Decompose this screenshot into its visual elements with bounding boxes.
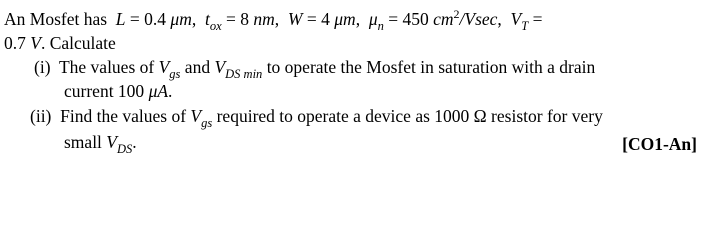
var-vds: V: [106, 132, 117, 152]
var-vgs: V: [190, 106, 202, 126]
item-ii-line-1: (ii) Find the values of $V_{gs}$ required to operate a device as 1000 Ω resistor for very: [30, 106, 603, 130]
item-i-line-1: (i) The values of $V_{gs}$ and $V_{DS min}$ to operate the Mosfet in saturation with a drain: [34, 57, 596, 81]
item-ii-line-2: small $V_{DS}$.: [64, 132, 137, 156]
course-outcome-badge: [CO1-An]: [622, 134, 697, 154]
var-vds-min: V: [214, 57, 226, 77]
var-VT: V: [510, 9, 522, 29]
question-line-2: 0.7 V. Calculate: [4, 33, 116, 53]
intro-prefix: An Mosfet has: [4, 9, 108, 29]
item-marker: (i): [34, 57, 51, 77]
question-line-1: An Mosfet has L = 0.4 μm, $t_{ox} = 8$ nm, W = 4 μm, $\mu_n = 450$ $cm^2$/Vsec, $V_T$ =: [4, 7, 543, 33]
var-mun: μ: [368, 9, 378, 29]
var-tox: t: [204, 9, 210, 29]
intro-suffix: . Calculate: [40, 33, 116, 53]
var-W: W: [287, 9, 303, 29]
omega-symbol: Ω: [473, 106, 487, 126]
item-marker: (ii): [30, 106, 52, 126]
var-L: L: [115, 9, 126, 29]
var-vgs: V: [158, 57, 170, 77]
item-i-line-2: current 100 μA.: [64, 81, 173, 101]
